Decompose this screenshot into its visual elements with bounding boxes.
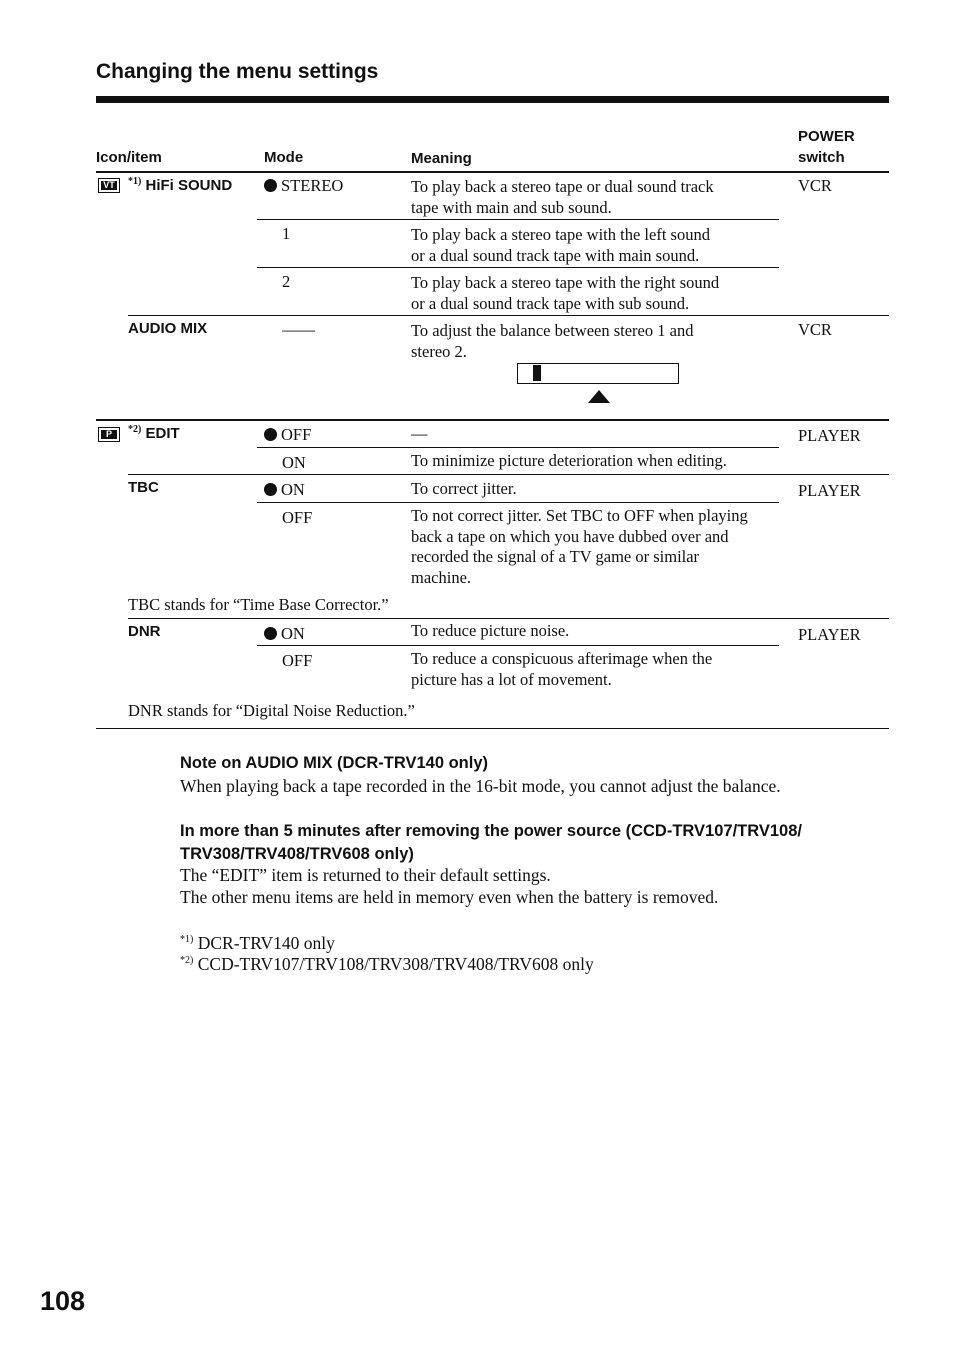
audio-mix-power: VCR [798, 320, 832, 339]
note-power-title [180, 820, 802, 866]
balance-bar [517, 363, 679, 384]
edit-item [128, 424, 180, 442]
hifi-power: VCR [798, 176, 832, 195]
tbc-note: TBC stands for “Time Base Corrector.” [128, 595, 389, 614]
player-icon: P [98, 427, 120, 442]
audio-mix-mode: —— [282, 320, 315, 339]
footnote-2-text: CCD-TRV107/TRV108/TRV308/TRV408/TRV608 only [197, 953, 594, 974]
section-divider [96, 419, 889, 421]
row-divider [257, 447, 779, 448]
audio-mix-meaning [411, 321, 693, 362]
default-bullet-icon [264, 428, 277, 441]
hifi-mode-1: 1 [282, 224, 291, 243]
row-divider [128, 315, 889, 316]
dnr-power: PLAYER [798, 625, 861, 644]
dnr-mode-on [264, 624, 305, 645]
default-bullet-icon [264, 483, 277, 496]
title-rule [96, 96, 889, 103]
meaning-line: machine. [411, 567, 472, 587]
dnr-mode-off: OFF [282, 651, 313, 670]
hifi-mode-2: 2 [282, 272, 291, 291]
table-bottom-rule [96, 728, 889, 729]
dnr-meaning-on: To reduce picture noise. [411, 621, 570, 640]
default-bullet-icon [264, 627, 277, 640]
note-audio-mix-body: When playing back a tape recorded in the 16-bit mode, you cannot adjust the balance. [180, 776, 781, 796]
note-power-body-line: The “EDIT” item is returned to their default settings. [180, 865, 551, 885]
dnr-meaning-off [411, 649, 712, 690]
note-power-title-line: TRV308/TRV408/TRV608 only) [180, 845, 414, 863]
edit-mode-on: ON [282, 453, 306, 472]
footnote-1-ref: *1) [180, 934, 194, 945]
meaning-line: stereo 2. [411, 341, 467, 361]
note-audio-mix-title: Note on AUDIO MIX (DCR-TRV140 only) [180, 754, 489, 772]
meaning-line: back a tape on which you have dubbed over and [411, 526, 729, 546]
header-power-line1: POWER [798, 128, 855, 145]
meaning-line: To not correct jitter. Set TBC to OFF when playing [411, 506, 748, 525]
page-number: 108 [40, 1286, 86, 1316]
mode-label: OFF [281, 425, 312, 444]
meaning-line: To adjust the balance between stereo 1 and [411, 321, 694, 340]
tbc-label: TBC [128, 479, 159, 496]
header-mode: Mode [264, 149, 304, 166]
edit-power: PLAYER [798, 426, 861, 445]
meaning-line: To reduce a conspicuous afterimage when the [411, 649, 713, 668]
tbc-meaning-on: To correct jitter. [411, 479, 517, 498]
tbc-meaning-off [411, 506, 748, 588]
tbc-mode-off: OFF [282, 508, 313, 527]
meaning-line: To play back a stereo tape with the left sound [411, 225, 710, 244]
note-power-body-line: The other menu items are held in memory even when the battery is removed. [180, 887, 719, 907]
footnote-ref-2: *2) [128, 424, 142, 435]
meaning-line: To play back a stereo tape or dual sound track [411, 177, 714, 196]
balance-marker [533, 365, 541, 381]
edit-mode-off [264, 425, 311, 446]
meaning-line: or a dual sound track tape with sub sound. [411, 293, 690, 313]
footnote-2-ref: *2) [180, 955, 194, 966]
hifi-meaning-1 [411, 225, 710, 266]
note-power-title-line: In more than 5 minutes after removing the power source (CCD-TRV107/TRV108/ [180, 822, 802, 840]
vcr-tape-icon: VT [98, 178, 120, 193]
mode-label: ON [281, 480, 305, 499]
meaning-line: recorded the signal of a TV game or similar [411, 547, 700, 566]
hifi-sound-item [128, 176, 232, 194]
row-divider [128, 618, 889, 619]
meaning-line: To play back a stereo tape with the right sound [411, 273, 720, 292]
meaning-line: tape with main and sub sound. [411, 197, 612, 217]
row-divider [257, 267, 779, 268]
edit-label: EDIT [145, 425, 180, 442]
mode-label: STEREO [281, 176, 344, 195]
balance-pointer-icon [588, 390, 610, 403]
edit-meaning-on: To minimize picture deterioration when editing. [411, 451, 727, 470]
row-divider [128, 474, 889, 475]
row-divider [257, 502, 779, 503]
dnr-note: DNR stands for “Digital Noise Reduction.” [128, 701, 415, 720]
row-divider [257, 219, 779, 220]
note-power-body [180, 864, 718, 908]
header-power-line2: switch [798, 149, 845, 166]
footnote-1-text: DCR-TRV140 only [197, 932, 335, 953]
row-divider [257, 645, 779, 646]
meaning-line: or a dual sound track tape with main sound. [411, 245, 700, 265]
footnote-2 [180, 950, 594, 975]
header-meaning: Meaning [411, 150, 472, 167]
tbc-power: PLAYER [798, 481, 861, 500]
hifi-sound-label: HiFi SOUND [145, 177, 233, 194]
page-title: Changing the menu settings [96, 60, 379, 83]
meaning-line: picture has a lot of movement. [411, 669, 612, 689]
header-rule [96, 171, 889, 173]
footnote-ref-1: *1) [128, 176, 142, 187]
hifi-mode-stereo [264, 176, 343, 197]
edit-meaning-off: — [411, 424, 428, 443]
dnr-label: DNR [128, 623, 161, 640]
hifi-meaning-stereo [411, 177, 714, 218]
mode-label: ON [281, 624, 305, 643]
audio-mix-label: AUDIO MIX [128, 320, 208, 337]
tbc-mode-on [264, 480, 305, 501]
hifi-meaning-2 [411, 273, 719, 314]
default-bullet-icon [264, 179, 277, 192]
header-icon-item: Icon/item [96, 149, 162, 166]
